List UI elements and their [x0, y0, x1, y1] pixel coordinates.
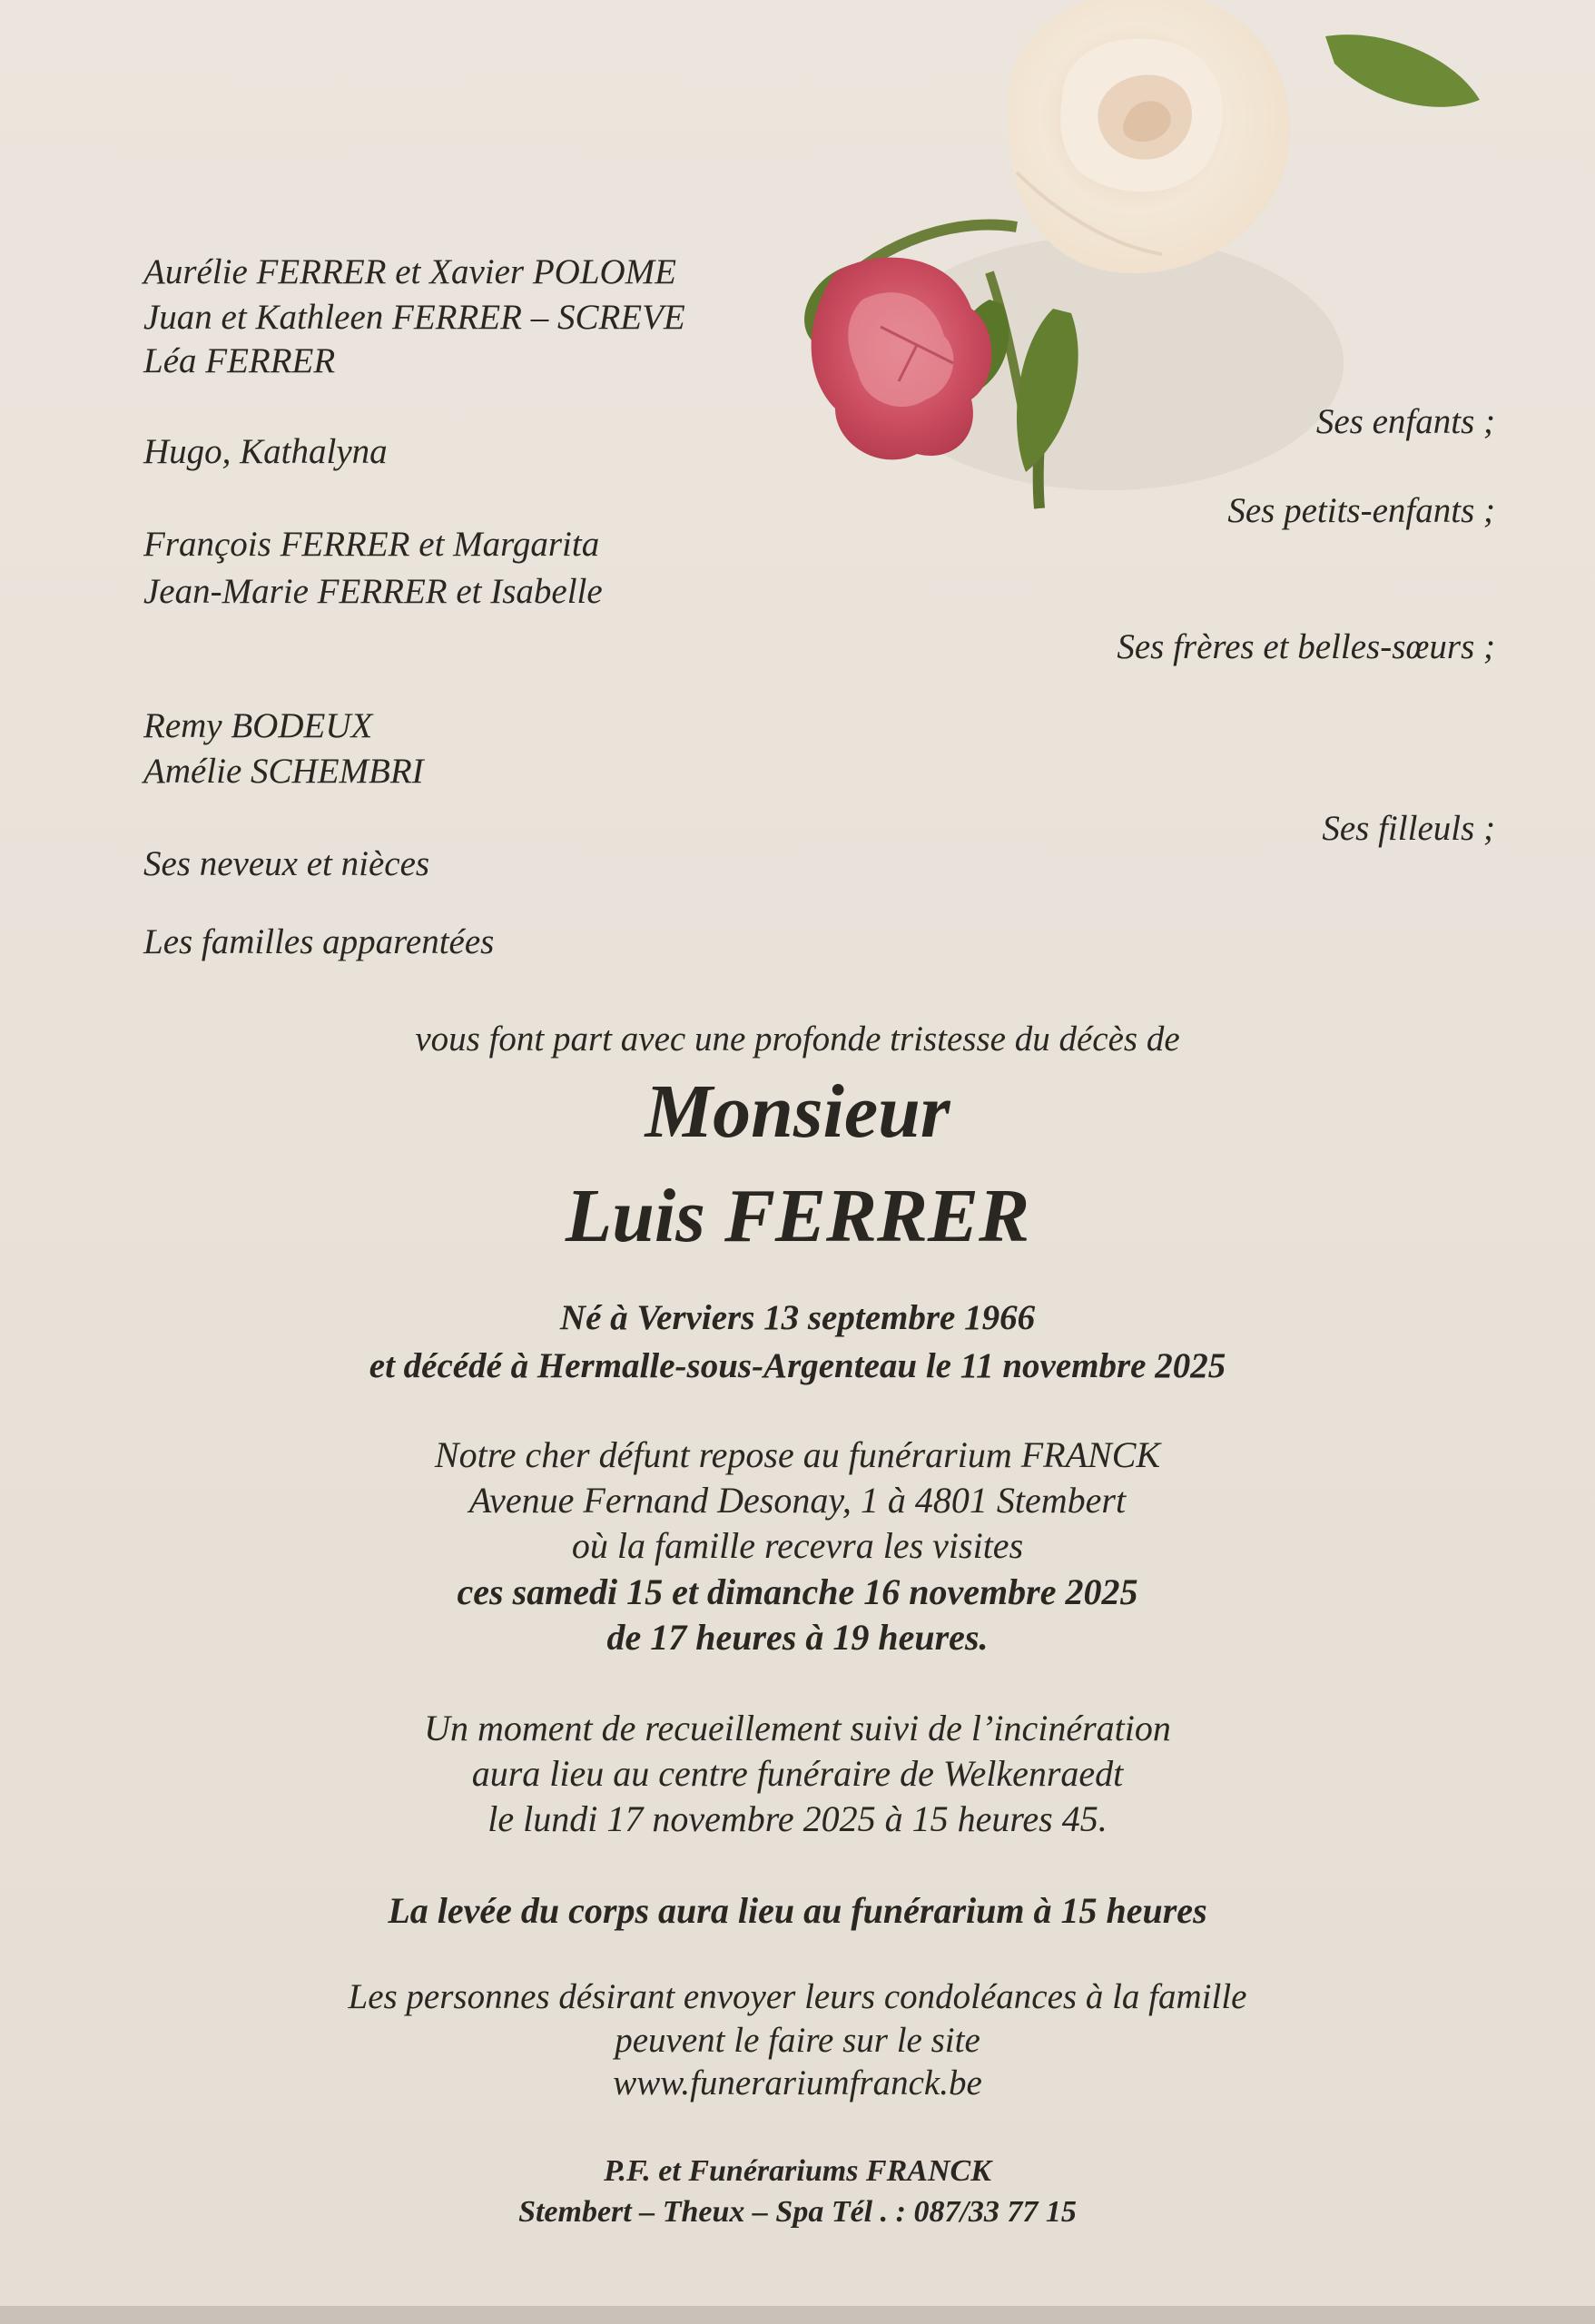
announcement-intro: vous font part avec une profonde tristesse du décès de	[415, 1019, 1180, 1059]
condolences-line-2: peuvent le faire sur le site	[615, 2021, 980, 2060]
departure-line: La levée du corps aura lieu au funérarium à 15 heures	[388, 1890, 1207, 1931]
funeral-home-contact: Stembert – Theux – Spa Tél . : 087/33 77 15	[518, 2195, 1077, 2229]
ceremony-line-1: Un moment de recueillement suivi de l’incinération	[424, 1708, 1171, 1748]
grandchildren-label: Ses petits-enfants ;	[1227, 491, 1495, 530]
sibling-line-2: Jean-Marie FERRER et Isabelle	[143, 572, 603, 611]
ceremony-line-2: aura lieu au centre funéraire de Welkenraedt	[471, 1753, 1124, 1794]
relatives-line: Les familles apparentées	[143, 922, 495, 961]
child-line-2: Juan et Kathleen FERRER – SCREVE	[143, 298, 685, 337]
godchild-line-2: Amélie SCHEMBRI	[143, 752, 424, 791]
child-line-1: Aurélie FERRER et Xavier POLOME	[143, 252, 676, 291]
grandchildren-line-1: Hugo, Kathalyna	[143, 432, 388, 471]
visitation-line-2: Avenue Fernand Desonay, 1 à 4801 Stembert	[468, 1480, 1127, 1521]
honorific-title: Monsieur	[645, 1069, 950, 1154]
visitation-dates: ces samedi 15 et dimanche 16 novembre 2025	[457, 1571, 1138, 1612]
nephews-line: Ses neveux et nièces	[143, 844, 430, 883]
sibling-line-1: François FERRER et Margarita	[143, 525, 600, 564]
children-label: Ses enfants ;	[1315, 402, 1495, 441]
card-bottom-edge	[0, 2306, 1595, 2324]
death-line: et décédé à Hermalle-sous-Argenteau le 11 novembre 2025	[369, 1346, 1226, 1385]
child-line-3: Léa FERRER	[143, 341, 336, 380]
visitation-line-3: où la famille recevra les visites	[571, 1525, 1024, 1566]
funeral-home-name: P.F. et Funérariums FRANCK	[604, 2154, 991, 2188]
birth-line: Né à Verviers 13 septembre 1966	[559, 1298, 1036, 1337]
godchild-line-1: Remy BODEUX	[143, 706, 373, 745]
rose-and-carnation-illustration	[781, 0, 1525, 654]
siblings-label: Ses frères et belles-sœurs ;	[1117, 627, 1495, 666]
visitation-hours: de 17 heures à 19 heures.	[606, 1617, 989, 1658]
visitation-line-1: Notre cher défunt repose au funérarium FRANCK	[434, 1434, 1161, 1475]
website-link[interactable]: www.funerariumfranck.be	[613, 2063, 982, 2102]
ceremony-line-3: le lundi 17 novembre 2025 à 15 heures 45.	[487, 1798, 1108, 1839]
deceased-name: Luis FERRER	[565, 1174, 1030, 1258]
white-rose-flower	[1007, 0, 1290, 273]
condolences-line-1: Les personnes désirant envoyer leurs condoléances à la famille	[348, 1977, 1247, 2016]
godchildren-label: Ses filleuls ;	[1322, 809, 1495, 848]
